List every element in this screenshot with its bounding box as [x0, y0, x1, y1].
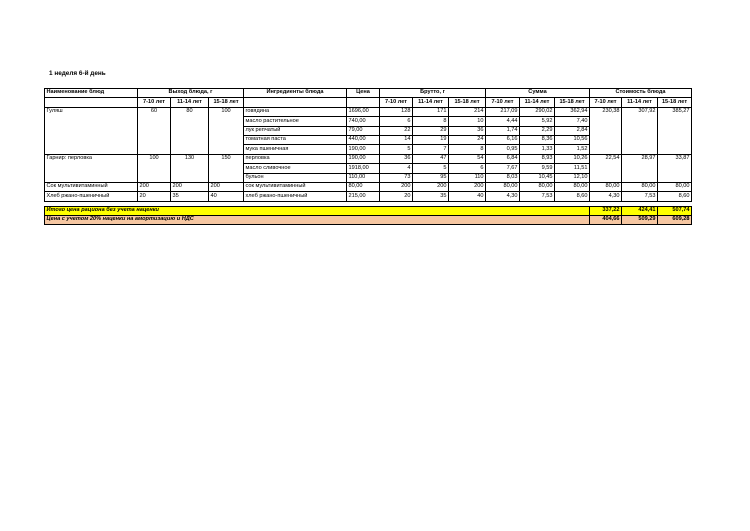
- dish-name-cell: Гарнир: перловка: [45, 154, 138, 163]
- brutto-cell: 8: [449, 145, 486, 154]
- brutto-cell: 47: [413, 154, 449, 163]
- dish-cost-cell: [658, 145, 692, 154]
- age-header: 11-14 лет: [171, 98, 209, 107]
- brutto-cell: 6: [449, 164, 486, 173]
- ingredient-cell: масло сливочное: [244, 164, 347, 173]
- brutto-cell: 36: [449, 126, 486, 135]
- dish-cost-cell: 80,00: [590, 182, 622, 191]
- brutto-cell: 5: [380, 145, 413, 154]
- table-row: [45, 126, 692, 135]
- dish-name-cell: Гуляш: [45, 107, 138, 116]
- sum-cell: 290,02: [520, 107, 555, 116]
- header-brutto: Брутто, г: [380, 89, 486, 98]
- output-cell: [138, 117, 171, 126]
- output-cell: 60: [138, 107, 171, 116]
- sum-cell: 5,92: [520, 117, 555, 126]
- sum-cell: 0,95: [486, 145, 520, 154]
- dish-cost-cell: 385,27: [658, 107, 692, 116]
- price-cell: 1918,00: [347, 164, 380, 173]
- sum-cell: 80,00: [486, 182, 520, 191]
- sum-cell: 11,51: [555, 164, 590, 173]
- output-cell: 35: [171, 192, 209, 201]
- dish-name-cell: [45, 135, 138, 144]
- total-value: 404,66: [590, 216, 622, 225]
- ingredient-cell: томатная паста: [244, 135, 347, 144]
- dish-cost-cell: [590, 117, 622, 126]
- age-header: 11-14 лет: [413, 98, 449, 107]
- dish-name-cell: [45, 164, 138, 173]
- table-row: [45, 107, 692, 116]
- brutto-cell: 54: [449, 154, 486, 163]
- sum-cell: 10,56: [555, 135, 590, 144]
- dish-name-cell: [45, 126, 138, 135]
- brutto-cell: 8: [413, 117, 449, 126]
- brutto-cell: 35: [413, 192, 449, 201]
- output-cell: 100: [138, 154, 171, 163]
- output-cell: [138, 145, 171, 154]
- price-cell: 79,00: [347, 126, 380, 135]
- brutto-cell: 40: [449, 192, 486, 201]
- output-cell: [209, 164, 244, 173]
- sum-cell: 1,74: [486, 126, 520, 135]
- dish-cost-cell: 4,30: [590, 192, 622, 201]
- total-row-with-vat: [45, 216, 692, 225]
- brutto-cell: 200: [413, 182, 449, 191]
- output-cell: [209, 135, 244, 144]
- sum-cell: 6,16: [486, 135, 520, 144]
- age-header: 11-14 лет: [622, 98, 658, 107]
- table-row: [45, 173, 692, 182]
- output-cell: [138, 164, 171, 173]
- output-cell: [209, 126, 244, 135]
- ingredient-cell: сок мультивитаминный: [244, 182, 347, 191]
- sum-cell: 4,44: [486, 117, 520, 126]
- brutto-cell: 110: [449, 173, 486, 182]
- brutto-cell: 19: [413, 135, 449, 144]
- output-cell: [209, 145, 244, 154]
- header-dish-name: Наименование блюд: [45, 89, 138, 98]
- output-cell: [171, 173, 209, 182]
- table-header: [45, 89, 692, 108]
- output-cell: [171, 145, 209, 154]
- sum-cell: 2,29: [520, 126, 555, 135]
- table-row: [45, 117, 692, 126]
- dish-cost-cell: [658, 117, 692, 126]
- output-cell: 200: [138, 182, 171, 191]
- brutto-cell: 36: [380, 154, 413, 163]
- header-output: Выход блюда, г: [138, 89, 244, 98]
- ingredient-cell: лук репчатый: [244, 126, 347, 135]
- dish-cost-cell: [622, 173, 658, 182]
- price-cell: 190,00: [347, 145, 380, 154]
- table-row: [45, 145, 692, 154]
- age-header: 7-10 лет: [590, 98, 622, 107]
- output-cell: [209, 173, 244, 182]
- price-cell: 440,00: [347, 135, 380, 144]
- sum-cell: 1,52: [555, 145, 590, 154]
- sum-cell: 10,45: [520, 173, 555, 182]
- total-label: Цена с учетом 20% наценки на амортизацию и НДС: [45, 216, 590, 225]
- header-row-groups: [45, 89, 692, 98]
- age-header: 15-18 лет: [449, 98, 486, 107]
- output-cell: 40: [209, 192, 244, 201]
- brutto-cell: 200: [380, 182, 413, 191]
- sum-cell: 4,30: [486, 192, 520, 201]
- brutto-cell: 95: [413, 173, 449, 182]
- age-header: 15-18 лет: [555, 98, 590, 107]
- dish-cost-cell: 8,60: [658, 192, 692, 201]
- dish-name-cell: [45, 117, 138, 126]
- brutto-cell: 14: [380, 135, 413, 144]
- dish-cost-cell: [658, 126, 692, 135]
- header-empty: [45, 98, 138, 107]
- brutto-cell: 24: [449, 135, 486, 144]
- age-header: 15-18 лет: [658, 98, 692, 107]
- output-cell: 150: [209, 154, 244, 163]
- sum-cell: 9,59: [520, 164, 555, 173]
- header-price: Цена: [347, 89, 380, 98]
- output-cell: [138, 135, 171, 144]
- sum-cell: 8,93: [520, 154, 555, 163]
- sum-cell: 7,40: [555, 117, 590, 126]
- header-empty: [244, 98, 347, 107]
- age-header: 7-10 лет: [380, 98, 413, 107]
- brutto-cell: 4: [380, 164, 413, 173]
- dish-cost-cell: 33,87: [658, 154, 692, 163]
- dish-cost-cell: [590, 164, 622, 173]
- output-cell: 200: [209, 182, 244, 191]
- dish-cost-cell: [590, 135, 622, 144]
- sheet-title: 1 неделя 6-й день: [49, 70, 106, 77]
- brutto-cell: 29: [413, 126, 449, 135]
- dish-name-cell: [45, 145, 138, 154]
- total-value: 507,74: [658, 206, 692, 215]
- brutto-cell: 5: [413, 164, 449, 173]
- header-sum: Сумма: [486, 89, 590, 98]
- dish-cost-cell: [622, 145, 658, 154]
- header-dish-cost: Стоимость блюда: [590, 89, 692, 98]
- output-cell: [171, 164, 209, 173]
- brutto-cell: 73: [380, 173, 413, 182]
- dish-cost-cell: [590, 126, 622, 135]
- sum-cell: 1,33: [520, 145, 555, 154]
- dish-cost-cell: [622, 135, 658, 144]
- header-ingredients: Ингредиенты блюда: [244, 89, 347, 98]
- sum-cell: 10,26: [555, 154, 590, 163]
- table-body: [45, 107, 692, 225]
- brutto-cell: 10: [449, 117, 486, 126]
- dish-cost-cell: 7,53: [622, 192, 658, 201]
- sum-cell: 362,94: [555, 107, 590, 116]
- dish-cost-cell: [658, 173, 692, 182]
- output-cell: [171, 117, 209, 126]
- output-cell: 130: [171, 154, 209, 163]
- sum-cell: 7,53: [520, 192, 555, 201]
- output-cell: 20: [138, 192, 171, 201]
- output-cell: 100: [209, 107, 244, 116]
- ingredient-cell: бульон: [244, 173, 347, 182]
- brutto-cell: 128: [380, 107, 413, 116]
- total-value: 609,28: [658, 216, 692, 225]
- ingredient-cell: перловка: [244, 154, 347, 163]
- brutto-cell: 7: [413, 145, 449, 154]
- dish-cost-cell: [590, 145, 622, 154]
- table-row: [45, 135, 692, 144]
- ingredient-cell: хлеб ржано-пшеничный: [244, 192, 347, 201]
- dish-cost-cell: 230,38: [590, 107, 622, 116]
- price-cell: 190,00: [347, 154, 380, 163]
- brutto-cell: 200: [449, 182, 486, 191]
- total-value: 509,29: [622, 216, 658, 225]
- sum-cell: 80,00: [555, 182, 590, 191]
- header-row-ages: [45, 98, 692, 107]
- table-row: [45, 154, 692, 163]
- header-empty: [347, 98, 380, 107]
- table-row: [45, 182, 692, 191]
- menu-cost-table: [44, 88, 692, 225]
- dish-cost-cell: [590, 173, 622, 182]
- total-value: 424,41: [622, 206, 658, 215]
- total-label: Итого цена рациона без учета наценки: [45, 206, 590, 215]
- output-cell: 200: [171, 182, 209, 191]
- output-cell: [171, 126, 209, 135]
- price-cell: 110,00: [347, 173, 380, 182]
- table-row: [45, 164, 692, 173]
- sum-cell: 6,84: [486, 154, 520, 163]
- brutto-cell: 171: [413, 107, 449, 116]
- ingredient-cell: мука пшеничная: [244, 145, 347, 154]
- total-value: 337,22: [590, 206, 622, 215]
- output-cell: 80: [171, 107, 209, 116]
- sum-cell: 12,10: [555, 173, 590, 182]
- dish-cost-cell: 80,00: [622, 182, 658, 191]
- sum-cell: 7,67: [486, 164, 520, 173]
- age-header: 7-10 лет: [486, 98, 520, 107]
- dish-cost-cell: [622, 126, 658, 135]
- dish-cost-cell: 307,92: [622, 107, 658, 116]
- output-cell: [209, 117, 244, 126]
- dish-cost-cell: [622, 117, 658, 126]
- brutto-cell: 20: [380, 192, 413, 201]
- sum-cell: 8,60: [555, 192, 590, 201]
- output-cell: [171, 135, 209, 144]
- sum-cell: 8,36: [520, 135, 555, 144]
- age-header: 15-18 лет: [209, 98, 244, 107]
- brutto-cell: 214: [449, 107, 486, 116]
- dish-cost-cell: 28,97: [622, 154, 658, 163]
- output-cell: [138, 126, 171, 135]
- price-cell: 740,00: [347, 117, 380, 126]
- dish-cost-cell: [658, 164, 692, 173]
- dish-cost-cell: [622, 164, 658, 173]
- brutto-cell: 6: [380, 117, 413, 126]
- dish-name-cell: Хлеб ржано-пшеничный: [45, 192, 138, 201]
- sum-cell: 2,84: [555, 126, 590, 135]
- price-cell: 215,00: [347, 192, 380, 201]
- sum-cell: 217,09: [486, 107, 520, 116]
- total-row-no-markup: [45, 206, 692, 215]
- sum-cell: 80,00: [520, 182, 555, 191]
- brutto-cell: 22: [380, 126, 413, 135]
- output-cell: [138, 173, 171, 182]
- price-cell: 80,00: [347, 182, 380, 191]
- dish-cost-cell: [658, 135, 692, 144]
- table-row: [45, 192, 692, 201]
- price-cell: 1696,00: [347, 107, 380, 116]
- age-header: 7-10 лет: [138, 98, 171, 107]
- dish-cost-cell: 80,00: [658, 182, 692, 191]
- dish-name-cell: [45, 173, 138, 182]
- dish-cost-cell: 22,54: [590, 154, 622, 163]
- ingredient-cell: говядина: [244, 107, 347, 116]
- age-header: 11-14 лет: [520, 98, 555, 107]
- ingredient-cell: масло растительное: [244, 117, 347, 126]
- dish-name-cell: Сок мультивитаминный: [45, 182, 138, 191]
- sum-cell: 8,03: [486, 173, 520, 182]
